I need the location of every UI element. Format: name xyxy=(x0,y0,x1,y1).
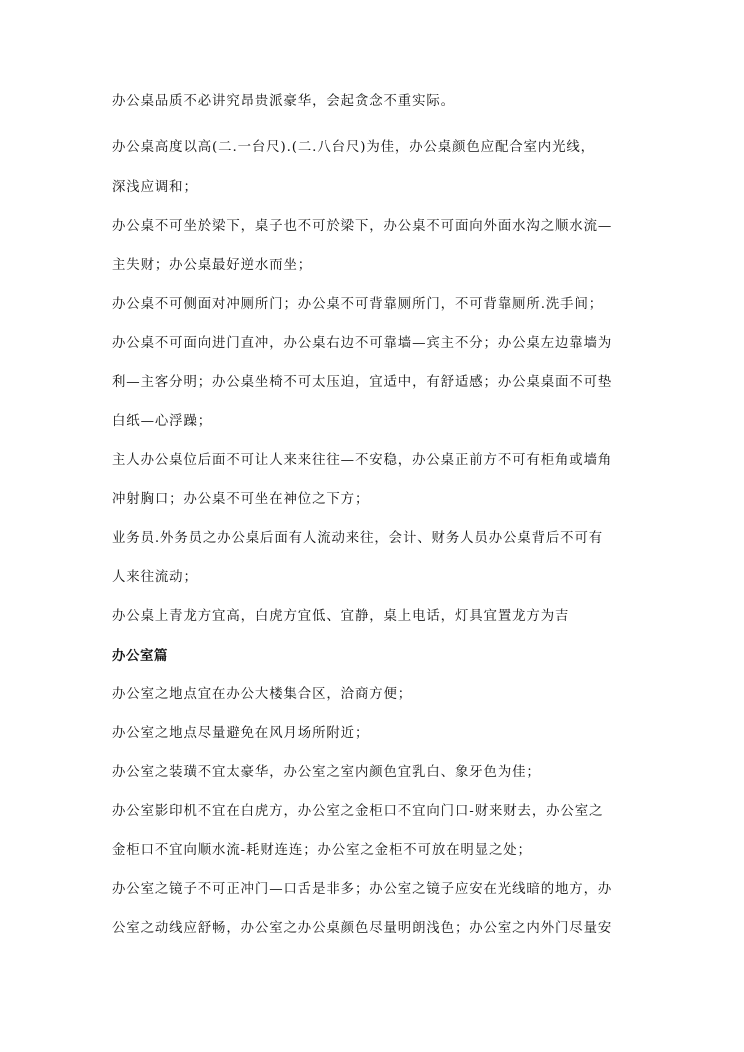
paragraph-line: 办公桌品质不必讲究昂贵派豪华，会起贪念不重实际。 xyxy=(112,94,455,109)
paragraph-line: 办公桌上青龙方宜高，白虎方宜低、宜静，桌上电话，灯具宜置龙方为吉 xyxy=(112,609,570,624)
paragraph-line: 白纸—心浮躁； xyxy=(112,414,213,429)
paragraph-line: 办公室之地点宜在办公大楼集合区，洽商方便； xyxy=(112,687,413,702)
paragraph-line: 利—主客分明；办公桌坐椅不可太压迫，宜适中，有舒适感；办公桌桌面不可垫 xyxy=(112,375,613,390)
paragraph-line: 主失财；办公桌最好逆水而坐； xyxy=(112,258,313,273)
paragraph-line: 办公桌不可面向进门直冲，办公桌右边不可靠墙—宾主不分；办公桌左边靠墙为 xyxy=(112,336,613,351)
paragraph-line: 办公室影印机不宜在白虎方，办公室之金柜口不宜向门口-财来财去，办公室之 xyxy=(112,804,604,819)
paragraph-line: 业务员.外务员之办公桌后面有人流动来往，会计、财务人员办公桌背后不可有 xyxy=(112,531,604,546)
paragraph-line: 办公桌不可侧面对冲厕所门；办公桌不可背靠厕所门，不可背靠厕所.洗手间； xyxy=(112,297,604,312)
paragraph-line: 人来往流动； xyxy=(112,570,198,585)
paragraph-line: 办公桌高度以高(二.一台尺).(二.八台尺)为佳，办公桌颜色应配合室内光线， xyxy=(112,140,595,155)
paragraph-line: 冲射胸口；办公桌不可坐在神位之下方； xyxy=(112,492,370,507)
paragraph-line: 办公桌不可坐於梁下，桌子也不可於梁下，办公桌不可面向外面水沟之顺水流— xyxy=(112,219,613,234)
paragraph-line: 办公室之镜子不可正冲门—口舌是非多；办公室之镜子应安在光线暗的地方，办 xyxy=(112,882,613,897)
paragraph-line: 办公室之地点尽量避免在风月场所附近； xyxy=(112,726,370,741)
paragraph-line: 金柜口不宜向顺水流-耗财连连；办公室之金柜不可放在明显之处； xyxy=(112,843,532,858)
paragraph-line: 办公室之装璜不宜太豪华，办公室之室内颜色宜乳白、象牙色为佳； xyxy=(112,765,541,780)
paragraph-line: 深浅应调和； xyxy=(112,180,198,195)
section-heading: 办公室篇 xyxy=(112,648,168,664)
paragraph-line: 公室之动线应舒畅，办公室之办公桌颜色尽量明朗浅色；办公室之内外门尽量安 xyxy=(112,921,613,936)
paragraph-line: 主人办公桌位后面不可让人来来往往—不安稳，办公桌正前方不可有柜角或墙角 xyxy=(112,453,613,468)
